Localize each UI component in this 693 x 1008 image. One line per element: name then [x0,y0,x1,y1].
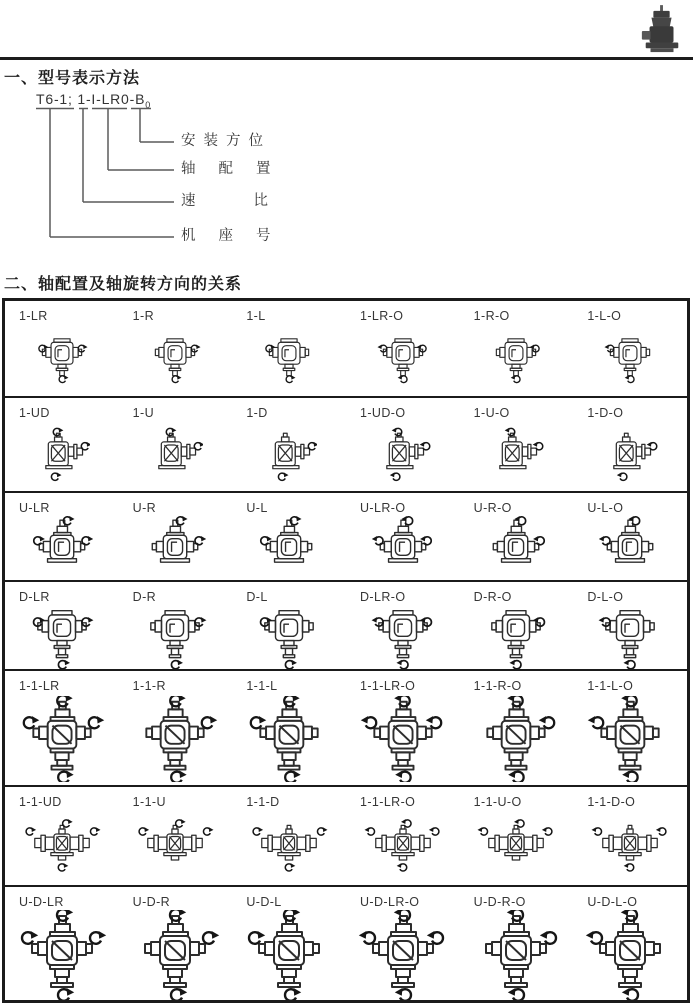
diagram-wrap [573,515,687,580]
config-matrix [2,298,690,1003]
gearbox-diagram-icon [30,605,94,669]
table-cell [346,493,460,580]
table-cell [119,493,233,580]
diagram-wrap [573,809,687,885]
config-label: 1-1-UD [19,795,62,810]
diagram-wrap [460,323,574,396]
diagram-wrap [119,420,233,491]
gearbox-diagram-icon [31,516,93,578]
config-label: 1-U-O [473,405,510,420]
config-label: 1-1-D [246,795,280,810]
gearbox-diagram-icon [364,819,442,875]
diagram-wrap [460,693,574,785]
diagram-wrap [232,809,346,885]
diagram-wrap [5,515,119,580]
config-label: 1-1-L [246,679,278,694]
gearbox-diagram-icon [244,910,334,1000]
diagram-wrap [232,323,346,396]
table-cell [232,301,346,396]
config-label: 1-R-O [473,309,510,323]
table-cell [119,887,233,1000]
table-cell [119,582,233,670]
gearbox-diagram-icon [602,427,658,483]
config-label: 1-L [246,309,266,323]
diagram-wrap [460,420,574,491]
table-cell [573,398,687,491]
table-cell [232,582,346,670]
table-cell [232,671,346,785]
gearbox-diagram-icon [263,333,315,385]
diagram-wrap [346,515,460,580]
gearbox-diagram-icon [246,696,332,782]
table-cell [232,787,346,885]
gearbox-diagram-icon [585,910,675,1000]
gearbox-diagram-icon [604,333,656,385]
config-label: U-R-O [473,500,512,515]
table-cell [460,582,574,670]
gearbox-diagram-icon [598,605,662,669]
gearbox-diagram-icon [375,427,431,483]
config-label: U-D-R [132,895,171,910]
diagram-wrap [119,693,233,785]
table-row [5,785,687,885]
table-cell [460,671,574,785]
gearbox-diagram-icon [371,605,435,669]
table-cell [573,887,687,1000]
config-label: U-D-L-O [587,895,638,910]
config-label: U-LR-O [359,500,406,515]
table-cell [5,671,119,785]
legend-speed-ratio: 速比 [181,193,326,209]
gearbox-diagram-icon [473,696,559,782]
config-label: 1-L-O [587,309,622,323]
table-row [5,396,687,491]
diagram-wrap [460,515,574,580]
config-label: 1-1-LR-O [359,795,416,810]
gearbox-diagram-icon [258,516,320,578]
table-cell [346,787,460,885]
legend-shaft-configuration: 轴配置 [181,161,294,177]
config-label: 1-1-L-O [587,679,634,694]
gearbox-diagram-icon [360,696,446,782]
diagram-wrap [119,604,233,670]
table-cell [460,887,574,1000]
config-label: U-D-LR [19,895,64,910]
diagram-wrap [5,693,119,785]
gearbox-diagram-icon [488,427,544,483]
table-cell [5,887,119,1000]
diagram-wrap [5,604,119,670]
config-label: 1-1-LR-O [359,679,416,694]
diagram-wrap [232,909,346,1000]
config-label: D-L [246,589,268,604]
gearbox-diagram-icon [261,427,317,483]
gearbox-diagram-icon [144,516,206,578]
gearbox-diagram-icon [471,910,561,1000]
diagram-wrap [232,420,346,491]
table-cell [119,301,233,396]
gearbox-diagram-icon [36,333,88,385]
diagram-wrap [232,693,346,785]
legend-frame-size: 机座号 [181,228,294,244]
diagram-wrap [5,420,119,491]
diagram-wrap [346,809,460,885]
config-label: 1-1-R-O [473,679,522,694]
diagram-wrap [573,909,687,1000]
config-label: 1-D-O [587,405,624,420]
gearbox-diagram-icon [250,819,328,875]
top-rule [0,57,693,60]
gearbox-diagram-icon [490,333,542,385]
config-label: U-D-L [246,895,282,910]
diagram-wrap [573,420,687,491]
config-label: D-LR [19,589,50,604]
diagram-wrap [5,323,119,396]
config-label: 1-1-LR [19,679,60,694]
table-cell [460,493,574,580]
config-label: D-LR-O [359,589,406,604]
config-label: U-LR [19,500,50,515]
gearbox-diagram-icon [143,605,207,669]
diagram-wrap [573,693,687,785]
table-cell [119,398,233,491]
table-cell [5,787,119,885]
table-cell [346,582,460,670]
legend-mounting-position: 安装方位 [181,133,271,149]
diagram-wrap [232,604,346,670]
table-cell [573,671,687,785]
gearbox-diagram-icon [130,910,220,1000]
table-row [5,301,687,396]
table-row [5,491,687,580]
gearbox-diagram-icon [19,696,105,782]
section1-title: 一、型号表示方法 [4,70,141,87]
config-label: 1-1-R [132,679,166,694]
config-label: D-L-O [587,589,624,604]
leader-lines [0,0,400,260]
table-cell [119,671,233,785]
gearbox-diagram-icon [591,819,669,875]
gearbox-diagram-icon [136,819,214,875]
table-cell [5,301,119,396]
diagram-wrap [346,909,460,1000]
gearbox-diagram-icon [477,819,555,875]
config-label: D-R [132,589,157,604]
table-cell [5,398,119,491]
table-cell [573,301,687,396]
table-cell [460,398,574,491]
gearbox-diagram-icon [484,605,548,669]
config-label: U-L-O [587,500,624,515]
diagram-wrap [573,323,687,396]
config-label: 1-R [132,309,154,323]
diagram-wrap [346,420,460,491]
config-label: 1-LR [19,309,48,323]
diagram-wrap [119,323,233,396]
gearbox-diagram-icon [377,333,429,385]
gearbox-diagram-icon [358,910,448,1000]
model-code [36,91,150,110]
config-label: 1-1-U-O [473,795,522,810]
config-label: 1-UD-O [359,405,406,420]
table-cell [573,582,687,670]
table-cell [232,398,346,491]
config-label: U-D-R-O [473,895,526,910]
gearbox-diagram-icon [132,696,218,782]
table-cell [573,493,687,580]
table-row [5,885,687,1000]
gearbox-diagram-icon [485,516,547,578]
table-cell [460,301,574,396]
diagram-wrap [346,604,460,670]
diagram-wrap [119,515,233,580]
gearbox-diagram-icon [587,696,673,782]
diagram-wrap [460,809,574,885]
config-label: 1-LR-O [359,309,404,323]
table-cell [346,671,460,785]
gearbox-diagram-icon [257,605,321,669]
config-label: 1-1-D-O [587,795,636,810]
table-cell [232,493,346,580]
config-label: 1-1-U [132,795,166,810]
config-label: 1-UD [19,405,50,420]
diagram-wrap [573,604,687,670]
config-label: U-R [132,500,157,515]
gearbox-product-photo [639,5,685,57]
config-label: D-R-O [473,589,512,604]
diagram-wrap [460,909,574,1000]
gearbox-diagram-icon [599,516,661,578]
config-label: U-D-LR-O [359,895,420,910]
config-label: U-L [246,500,268,515]
model-code-text: T6-1; 1-I-LR0-B [36,91,146,107]
config-label: 1-U [132,405,154,420]
model-code-subscript: 0 [145,99,151,110]
table-cell [5,582,119,670]
section2-title: 二、轴配置及轴旋转方向的关系 [4,276,243,293]
diagram-wrap [5,909,119,1000]
diagram-wrap [346,693,460,785]
gearbox-diagram-icon [147,427,203,483]
diagram-wrap [346,323,460,396]
diagram-wrap [119,909,233,1000]
diagram-wrap [232,515,346,580]
diagram-wrap [5,809,119,885]
table-cell [5,493,119,580]
gearbox-diagram-icon [149,333,201,385]
table-row [5,580,687,670]
table-cell [119,787,233,885]
table-cell [573,787,687,885]
diagram-wrap [460,604,574,670]
table-cell [346,887,460,1000]
table-row [5,669,687,785]
gearbox-diagram-icon [34,427,90,483]
config-label: 1-D [246,405,268,420]
gearbox-diagram-icon [372,516,434,578]
table-cell [346,398,460,491]
table-cell [460,787,574,885]
diagram-wrap [119,809,233,885]
gearbox-diagram-icon [23,819,101,875]
table-cell [346,301,460,396]
gearbox-diagram-icon [17,910,107,1000]
table-cell [232,887,346,1000]
